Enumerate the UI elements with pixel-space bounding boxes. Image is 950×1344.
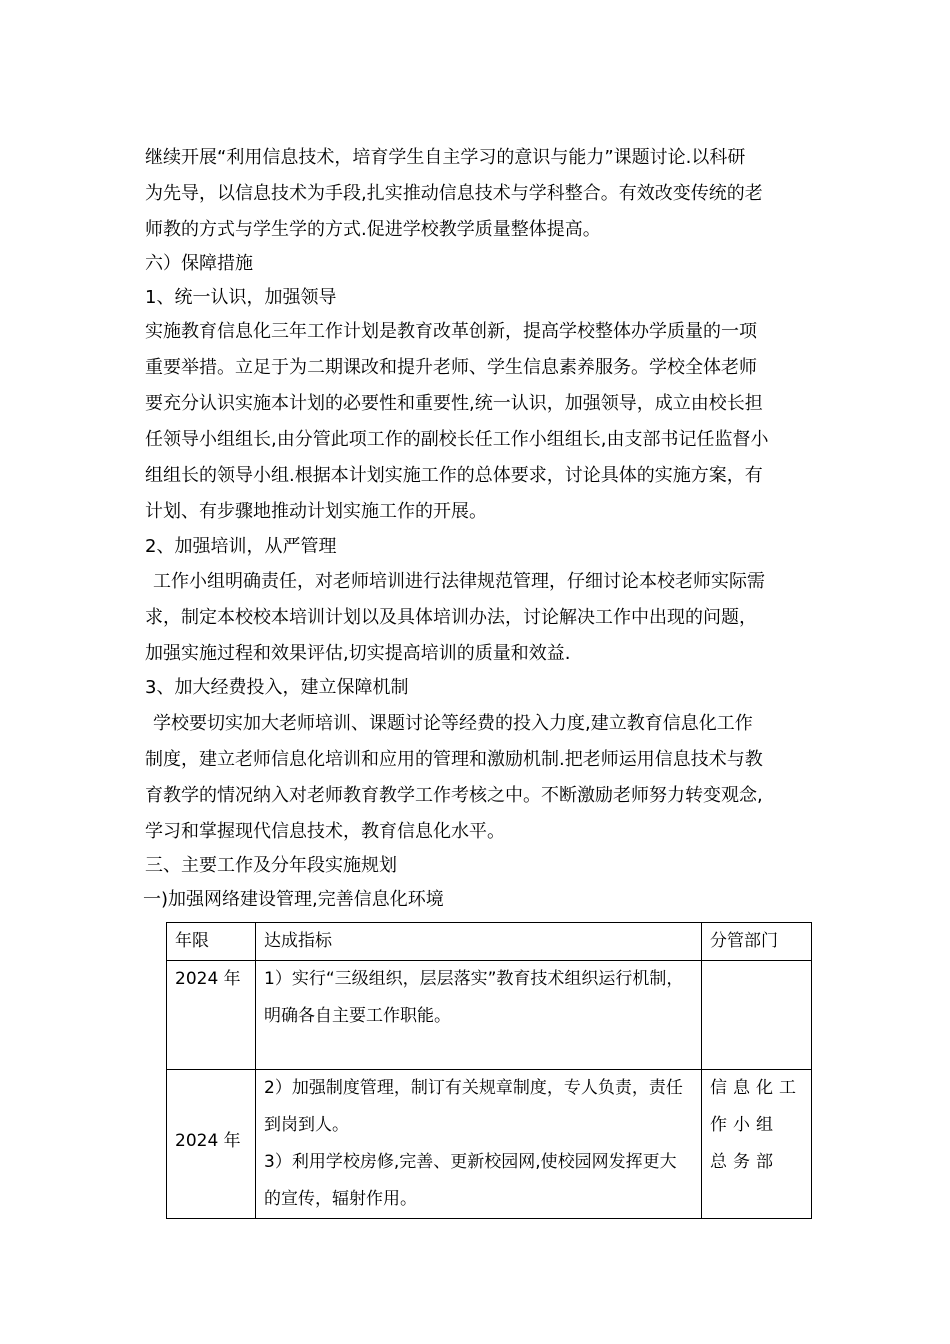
table-row [167,961,812,1070]
subsection-heading: 1、统一认识，加强领导 [145,287,337,308]
target-cell [256,961,702,1070]
paragraph-line: 求，制定本校校本培训计划以及具体培训办法，讨论解决工作中出现的问题， [145,607,757,628]
paragraph-line: 要充分认识实施本计划的必要性和重要性,统一认识，加强领导，成立由校长担 [145,393,763,414]
dept-line: 信息化工 [710,1078,802,1098]
year-cell [167,1070,256,1219]
subsection-heading: 一)加强网络建设管理,完善信息化环境 [143,889,444,910]
paragraph-line: 学校要切实加大老师培训、课题讨论等经费的投入力度,建立教育信息化工作 [153,713,753,734]
header-cell-target: 达成指标 [256,923,702,961]
dept-line: 总务部 [710,1152,779,1172]
paragraph-line: 任领导小组组长,由分管此项工作的副校长任工作小组组长,由支部书记任监督小 [145,429,769,450]
dept-cell [702,1070,812,1219]
target-item: 2）加强制度管理，制订有关规章制度，专人负责，责任到岗到人。 [264,1078,683,1135]
header-cell-dept: 分管部门 [702,923,812,961]
paragraph-line: 育教学的情况纳入对老师教育教学工作考核之中。不断激励老师努力转变观念, [145,785,763,806]
paragraph-line: 学习和掌握现代信息技术，教育信息化水平。 [145,821,505,842]
paragraph-line: 师教的方式与学生学的方式.促进学校教学质量整体提高。 [145,219,601,240]
target-cell [256,1070,702,1219]
target-item: 1）实行“三级组织，层层落实”教育技术组织运行机制，明确各自主要工作职能。 [264,969,684,1026]
section-heading: 三、主要工作及分年段实施规划 [145,855,397,876]
plan-table [166,922,812,1219]
subsection-heading: 3、加大经费投入，建立保障机制 [145,677,409,698]
header-cell-year: 年限 [167,923,256,961]
dept-line: 作小组 [710,1115,779,1135]
subsection-heading: 2、加强培训，从严管理 [145,536,337,557]
year-value: 2024 年 [175,969,241,989]
table-header-row [167,923,812,961]
paragraph-line: 为先导，以信息技术为手段,扎实推动信息技术与学科整合。有效改变传统的老 [145,183,763,204]
year-cell [167,961,256,1070]
section-heading: 六）保障措施 [145,253,253,274]
paragraph-line: 组组长的领导小组.根据本计划实施工作的总体要求，讨论具体的实施方案，有 [145,465,763,486]
target-item: 3）利用学校房修,完善、更新校园网,使校园网发挥更大的宣传，辐射作用。 [264,1152,677,1209]
year-value: 2024 年 [175,1130,241,1151]
paragraph-line: 加强实施过程和效果评估,切实提高培训的质量和效益. [145,643,571,664]
paragraph-line: 工作小组明确责任，对老师培训进行法律规范管理，仔细讨论本校老师实际需 [153,571,765,592]
table-row [167,1070,812,1219]
dept-cell [702,961,812,1070]
paragraph-line: 计划、有步骤地推动计划实施工作的开展。 [145,501,487,522]
paragraph-line: 实施教育信息化三年工作计划是教育改革创新，提高学校整体办学质量的一项 [145,321,757,342]
paragraph-line: 继续开展“利用信息技术，培育学生自主学习的意识与能力”课题讨论.以科研 [145,147,746,168]
paragraph-line: 制度，建立老师信息化培训和应用的管理和激励机制.把老师运用信息技术与教 [145,749,763,770]
paragraph-line: 重要举措。立足于为二期课改和提升老师、学生信息素养服务。学校全体老师 [145,357,757,378]
